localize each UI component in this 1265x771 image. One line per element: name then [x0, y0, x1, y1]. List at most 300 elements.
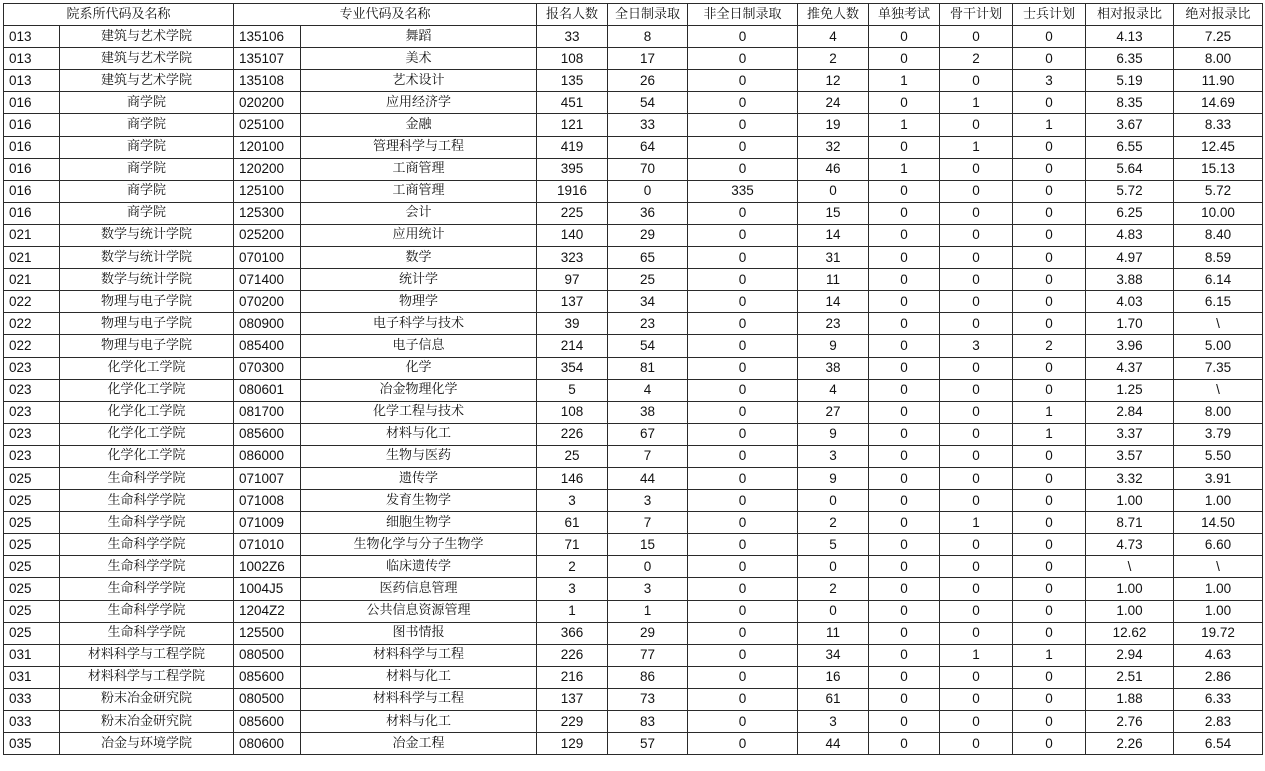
cell-separate-exam: 0 [869, 313, 940, 335]
table-row [4, 534, 1263, 556]
cell-absolute-ratio: 19.72 [1174, 622, 1263, 644]
cell-parttime-admitted: 0 [688, 26, 798, 48]
cell-major-code: 071008 [234, 490, 301, 512]
cell-dept-code: 021 [4, 224, 60, 246]
cell-absolute-ratio: 1.00 [1174, 578, 1263, 600]
cell-soldier-plan: 0 [1013, 291, 1086, 313]
cell-soldier-plan: 0 [1013, 578, 1086, 600]
cell-recommended: 61 [798, 688, 869, 710]
cell-dept-code: 023 [4, 445, 60, 467]
table-row [4, 114, 1263, 136]
cell-parttime-admitted: 335 [688, 180, 798, 202]
cell-absolute-ratio: 1.00 [1174, 600, 1263, 622]
cell-dept-code: 033 [4, 711, 60, 733]
cell-soldier-plan: 0 [1013, 711, 1086, 733]
cell-recommended: 31 [798, 247, 869, 269]
cell-fulltime-admitted: 36 [608, 202, 688, 224]
cell-dept-code: 025 [4, 578, 60, 600]
cell-parttime-admitted: 0 [688, 114, 798, 136]
cell-backbone-plan: 0 [940, 158, 1013, 180]
cell-relative-ratio: 6.25 [1086, 202, 1174, 224]
cell-backbone-plan: 0 [940, 445, 1013, 467]
cell-soldier-plan: 0 [1013, 445, 1086, 467]
cell-recommended: 11 [798, 622, 869, 644]
cell-absolute-ratio: 14.50 [1174, 512, 1263, 534]
cell-fulltime-admitted: 65 [608, 247, 688, 269]
cell-applicants: 140 [537, 224, 608, 246]
cell-major-name: 公共信息资源管理 [301, 600, 537, 622]
cell-dept-code: 025 [4, 467, 60, 489]
cell-separate-exam: 0 [869, 556, 940, 578]
cell-relative-ratio: 1.00 [1086, 600, 1174, 622]
cell-major-name: 生物与医药 [301, 445, 537, 467]
cell-fulltime-admitted: 23 [608, 313, 688, 335]
table-row [4, 180, 1263, 202]
cell-relative-ratio: 4.37 [1086, 357, 1174, 379]
table-row [4, 512, 1263, 534]
cell-major-code: 025100 [234, 114, 301, 136]
cell-absolute-ratio: 2.86 [1174, 666, 1263, 688]
cell-separate-exam: 0 [869, 423, 940, 445]
cell-recommended: 46 [798, 158, 869, 180]
cell-soldier-plan: 0 [1013, 600, 1086, 622]
cell-fulltime-admitted: 38 [608, 401, 688, 423]
cell-dept-code: 013 [4, 48, 60, 70]
cell-dept-name: 化学化工学院 [60, 445, 234, 467]
cell-dept-code: 022 [4, 313, 60, 335]
cell-dept-code: 031 [4, 666, 60, 688]
table-row [4, 688, 1263, 710]
cell-backbone-plan: 0 [940, 247, 1013, 269]
cell-applicants: 214 [537, 335, 608, 357]
cell-fulltime-admitted: 33 [608, 114, 688, 136]
cell-fulltime-admitted: 3 [608, 490, 688, 512]
cell-parttime-admitted: 0 [688, 423, 798, 445]
cell-recommended: 9 [798, 423, 869, 445]
cell-absolute-ratio: 3.79 [1174, 423, 1263, 445]
cell-separate-exam: 0 [869, 666, 940, 688]
cell-major-code: 1204Z2 [234, 600, 301, 622]
cell-absolute-ratio: 10.00 [1174, 202, 1263, 224]
cell-dept-code: 023 [4, 357, 60, 379]
cell-major-name: 应用统计 [301, 224, 537, 246]
cell-major-name: 数学 [301, 247, 537, 269]
cell-major-name: 金融 [301, 114, 537, 136]
cell-backbone-plan: 0 [940, 70, 1013, 92]
cell-parttime-admitted: 0 [688, 666, 798, 688]
cell-dept-code: 022 [4, 291, 60, 313]
cell-dept-name: 生命科学学院 [60, 600, 234, 622]
cell-applicants: 71 [537, 534, 608, 556]
cell-soldier-plan: 0 [1013, 733, 1086, 755]
table-row [4, 136, 1263, 158]
cell-soldier-plan: 0 [1013, 534, 1086, 556]
cell-separate-exam: 0 [869, 202, 940, 224]
cell-absolute-ratio: 8.00 [1174, 401, 1263, 423]
cell-dept-code: 023 [4, 379, 60, 401]
cell-absolute-ratio: 8.00 [1174, 48, 1263, 70]
header-absolute-ratio: 绝对报录比 [1174, 4, 1263, 26]
cell-backbone-plan: 0 [940, 379, 1013, 401]
cell-major-name: 化学 [301, 357, 537, 379]
cell-dept-code: 013 [4, 26, 60, 48]
cell-major-code: 1004J5 [234, 578, 301, 600]
cell-backbone-plan: 0 [940, 269, 1013, 291]
header-relative-ratio: 相对报录比 [1086, 4, 1174, 26]
cell-parttime-admitted: 0 [688, 291, 798, 313]
cell-fulltime-admitted: 8 [608, 26, 688, 48]
table-row [4, 467, 1263, 489]
cell-dept-name: 物理与电子学院 [60, 335, 234, 357]
cell-applicants: 25 [537, 445, 608, 467]
cell-relative-ratio: 1.70 [1086, 313, 1174, 335]
cell-parttime-admitted: 0 [688, 357, 798, 379]
cell-absolute-ratio: 11.90 [1174, 70, 1263, 92]
header-separate-exam: 单独考试 [869, 4, 940, 26]
cell-parttime-admitted: 0 [688, 556, 798, 578]
cell-separate-exam: 0 [869, 600, 940, 622]
cell-soldier-plan: 0 [1013, 158, 1086, 180]
cell-fulltime-admitted: 54 [608, 335, 688, 357]
cell-applicants: 229 [537, 711, 608, 733]
header-recommended: 推免人数 [798, 4, 869, 26]
cell-parttime-admitted: 0 [688, 70, 798, 92]
cell-separate-exam: 0 [869, 26, 940, 48]
cell-relative-ratio: 3.67 [1086, 114, 1174, 136]
cell-fulltime-admitted: 17 [608, 48, 688, 70]
cell-major-code: 125300 [234, 202, 301, 224]
table-row [4, 92, 1263, 114]
cell-soldier-plan: 0 [1013, 490, 1086, 512]
cell-major-code: 1002Z6 [234, 556, 301, 578]
table-row [4, 490, 1263, 512]
cell-major-code: 080900 [234, 313, 301, 335]
cell-major-name: 艺术设计 [301, 70, 537, 92]
cell-relative-ratio: 2.76 [1086, 711, 1174, 733]
cell-applicants: 137 [537, 688, 608, 710]
cell-recommended: 0 [798, 600, 869, 622]
cell-applicants: 129 [537, 733, 608, 755]
cell-backbone-plan: 0 [940, 26, 1013, 48]
cell-parttime-admitted: 0 [688, 644, 798, 666]
cell-soldier-plan: 0 [1013, 357, 1086, 379]
cell-backbone-plan: 0 [940, 357, 1013, 379]
cell-dept-code: 013 [4, 70, 60, 92]
cell-major-name: 美术 [301, 48, 537, 70]
cell-fulltime-admitted: 81 [608, 357, 688, 379]
cell-applicants: 108 [537, 401, 608, 423]
cell-parttime-admitted: 0 [688, 534, 798, 556]
cell-major-code: 125500 [234, 622, 301, 644]
cell-separate-exam: 1 [869, 158, 940, 180]
cell-fulltime-admitted: 54 [608, 92, 688, 114]
cell-backbone-plan: 0 [940, 578, 1013, 600]
cell-parttime-admitted: 0 [688, 158, 798, 180]
cell-parttime-admitted: 0 [688, 269, 798, 291]
cell-separate-exam: 0 [869, 733, 940, 755]
table-row [4, 291, 1263, 313]
cell-major-name: 工商管理 [301, 158, 537, 180]
cell-soldier-plan: 0 [1013, 556, 1086, 578]
cell-relative-ratio: 4.03 [1086, 291, 1174, 313]
cell-major-code: 020200 [234, 92, 301, 114]
header-major: 专业代码及名称 [234, 4, 537, 26]
cell-dept-name: 建筑与艺术学院 [60, 48, 234, 70]
cell-backbone-plan: 1 [940, 136, 1013, 158]
cell-relative-ratio: 3.32 [1086, 467, 1174, 489]
cell-separate-exam: 0 [869, 534, 940, 556]
cell-parttime-admitted: 0 [688, 445, 798, 467]
cell-dept-name: 物理与电子学院 [60, 313, 234, 335]
cell-major-name: 材料与化工 [301, 666, 537, 688]
cell-relative-ratio: 8.35 [1086, 92, 1174, 114]
cell-soldier-plan: 3 [1013, 70, 1086, 92]
header-parttime: 非全日制录取 [688, 4, 798, 26]
cell-applicants: 146 [537, 467, 608, 489]
cell-fulltime-admitted: 44 [608, 467, 688, 489]
cell-parttime-admitted: 0 [688, 224, 798, 246]
cell-dept-name: 生命科学学院 [60, 512, 234, 534]
cell-major-code: 085600 [234, 423, 301, 445]
cell-major-code: 071009 [234, 512, 301, 534]
cell-applicants: 137 [537, 291, 608, 313]
cell-applicants: 121 [537, 114, 608, 136]
cell-fulltime-admitted: 86 [608, 666, 688, 688]
cell-separate-exam: 0 [869, 467, 940, 489]
cell-backbone-plan: 0 [940, 114, 1013, 136]
cell-relative-ratio: 1.00 [1086, 490, 1174, 512]
cell-absolute-ratio: \ [1174, 379, 1263, 401]
cell-backbone-plan: 0 [940, 313, 1013, 335]
cell-soldier-plan: 0 [1013, 247, 1086, 269]
cell-major-name: 材料与化工 [301, 423, 537, 445]
cell-recommended: 5 [798, 534, 869, 556]
cell-parttime-admitted: 0 [688, 512, 798, 534]
cell-recommended: 14 [798, 224, 869, 246]
cell-relative-ratio: 4.73 [1086, 534, 1174, 556]
cell-relative-ratio: 3.57 [1086, 445, 1174, 467]
cell-backbone-plan: 0 [940, 202, 1013, 224]
cell-soldier-plan: 0 [1013, 269, 1086, 291]
cell-fulltime-admitted: 77 [608, 644, 688, 666]
cell-dept-name: 生命科学学院 [60, 534, 234, 556]
cell-recommended: 2 [798, 48, 869, 70]
cell-absolute-ratio: 1.00 [1174, 490, 1263, 512]
cell-applicants: 451 [537, 92, 608, 114]
cell-soldier-plan: 0 [1013, 92, 1086, 114]
cell-parttime-admitted: 0 [688, 401, 798, 423]
cell-relative-ratio: 2.94 [1086, 644, 1174, 666]
cell-separate-exam: 0 [869, 335, 940, 357]
cell-absolute-ratio: 15.13 [1174, 158, 1263, 180]
cell-major-name: 生物化学与分子生物学 [301, 534, 537, 556]
cell-recommended: 38 [798, 357, 869, 379]
cell-recommended: 27 [798, 401, 869, 423]
cell-major-name: 材料科学与工程 [301, 688, 537, 710]
cell-applicants: 33 [537, 26, 608, 48]
cell-absolute-ratio: 5.00 [1174, 335, 1263, 357]
cell-absolute-ratio: \ [1174, 313, 1263, 335]
cell-soldier-plan: 1 [1013, 644, 1086, 666]
cell-relative-ratio: 5.19 [1086, 70, 1174, 92]
cell-dept-name: 商学院 [60, 180, 234, 202]
table-row [4, 158, 1263, 180]
cell-separate-exam: 0 [869, 136, 940, 158]
cell-major-code: 070300 [234, 357, 301, 379]
table-row [4, 224, 1263, 246]
table-row [4, 202, 1263, 224]
cell-applicants: 323 [537, 247, 608, 269]
cell-fulltime-admitted: 64 [608, 136, 688, 158]
cell-recommended: 9 [798, 335, 869, 357]
cell-major-code: 071007 [234, 467, 301, 489]
cell-fulltime-admitted: 3 [608, 578, 688, 600]
cell-parttime-admitted: 0 [688, 48, 798, 70]
cell-major-code: 085600 [234, 711, 301, 733]
cell-fulltime-admitted: 26 [608, 70, 688, 92]
cell-relative-ratio: 2.51 [1086, 666, 1174, 688]
cell-separate-exam: 0 [869, 622, 940, 644]
cell-recommended: 0 [798, 180, 869, 202]
cell-fulltime-admitted: 0 [608, 556, 688, 578]
cell-fulltime-admitted: 70 [608, 158, 688, 180]
cell-soldier-plan: 0 [1013, 224, 1086, 246]
cell-dept-name: 生命科学学院 [60, 556, 234, 578]
cell-dept-code: 025 [4, 556, 60, 578]
cell-absolute-ratio: 5.72 [1174, 180, 1263, 202]
cell-backbone-plan: 0 [940, 534, 1013, 556]
cell-absolute-ratio: \ [1174, 556, 1263, 578]
cell-dept-name: 粉末冶金研究院 [60, 711, 234, 733]
cell-parttime-admitted: 0 [688, 379, 798, 401]
cell-absolute-ratio: 14.69 [1174, 92, 1263, 114]
cell-relative-ratio: 6.35 [1086, 48, 1174, 70]
header-soldier-plan: 士兵计划 [1013, 4, 1086, 26]
cell-backbone-plan: 0 [940, 423, 1013, 445]
cell-relative-ratio: \ [1086, 556, 1174, 578]
cell-applicants: 354 [537, 357, 608, 379]
table-header-row [4, 4, 1263, 26]
cell-recommended: 44 [798, 733, 869, 755]
cell-major-code: 080601 [234, 379, 301, 401]
cell-recommended: 3 [798, 445, 869, 467]
cell-dept-code: 021 [4, 247, 60, 269]
cell-parttime-admitted: 0 [688, 688, 798, 710]
cell-backbone-plan: 0 [940, 224, 1013, 246]
table-row [4, 445, 1263, 467]
cell-absolute-ratio: 6.54 [1174, 733, 1263, 755]
cell-absolute-ratio: 8.40 [1174, 224, 1263, 246]
cell-absolute-ratio: 6.60 [1174, 534, 1263, 556]
cell-recommended: 15 [798, 202, 869, 224]
cell-parttime-admitted: 0 [688, 490, 798, 512]
cell-separate-exam: 0 [869, 578, 940, 600]
cell-major-code: 135106 [234, 26, 301, 48]
cell-major-name: 电子信息 [301, 335, 537, 357]
cell-parttime-admitted: 0 [688, 92, 798, 114]
header-applicants: 报名人数 [537, 4, 608, 26]
cell-applicants: 1 [537, 600, 608, 622]
cell-recommended: 34 [798, 644, 869, 666]
cell-major-code: 025200 [234, 224, 301, 246]
cell-dept-code: 025 [4, 622, 60, 644]
cell-dept-name: 商学院 [60, 202, 234, 224]
cell-parttime-admitted: 0 [688, 600, 798, 622]
cell-soldier-plan: 0 [1013, 26, 1086, 48]
cell-major-name: 材料与化工 [301, 711, 537, 733]
cell-soldier-plan: 2 [1013, 335, 1086, 357]
cell-recommended: 4 [798, 379, 869, 401]
cell-dept-code: 016 [4, 202, 60, 224]
cell-dept-name: 化学化工学院 [60, 423, 234, 445]
table-row [4, 269, 1263, 291]
cell-dept-code: 016 [4, 158, 60, 180]
cell-applicants: 1916 [537, 180, 608, 202]
cell-dept-code: 023 [4, 423, 60, 445]
cell-separate-exam: 0 [869, 92, 940, 114]
cell-parttime-admitted: 0 [688, 136, 798, 158]
cell-dept-code: 022 [4, 335, 60, 357]
cell-dept-code: 025 [4, 534, 60, 556]
cell-backbone-plan: 3 [940, 335, 1013, 357]
cell-dept-name: 化学化工学院 [60, 357, 234, 379]
cell-relative-ratio: 8.71 [1086, 512, 1174, 534]
cell-relative-ratio: 1.25 [1086, 379, 1174, 401]
cell-recommended: 32 [798, 136, 869, 158]
table-row [4, 48, 1263, 70]
cell-separate-exam: 0 [869, 48, 940, 70]
cell-applicants: 5 [537, 379, 608, 401]
table-row [4, 423, 1263, 445]
cell-relative-ratio: 4.97 [1086, 247, 1174, 269]
cell-major-name: 材料科学与工程 [301, 644, 537, 666]
cell-absolute-ratio: 6.15 [1174, 291, 1263, 313]
cell-parttime-admitted: 0 [688, 578, 798, 600]
cell-relative-ratio: 3.88 [1086, 269, 1174, 291]
cell-backbone-plan: 0 [940, 180, 1013, 202]
cell-applicants: 61 [537, 512, 608, 534]
cell-relative-ratio: 3.96 [1086, 335, 1174, 357]
cell-separate-exam: 1 [869, 114, 940, 136]
cell-major-code: 081700 [234, 401, 301, 423]
cell-major-name: 冶金工程 [301, 733, 537, 755]
cell-relative-ratio: 2.26 [1086, 733, 1174, 755]
cell-absolute-ratio: 5.50 [1174, 445, 1263, 467]
cell-applicants: 97 [537, 269, 608, 291]
cell-relative-ratio: 1.00 [1086, 578, 1174, 600]
cell-major-code: 085600 [234, 666, 301, 688]
header-dept: 院系所代码及名称 [4, 4, 234, 26]
cell-absolute-ratio: 3.91 [1174, 467, 1263, 489]
cell-recommended: 14 [798, 291, 869, 313]
cell-dept-code: 023 [4, 401, 60, 423]
table-row [4, 556, 1263, 578]
cell-major-name: 电子科学与技术 [301, 313, 537, 335]
table-row [4, 622, 1263, 644]
cell-soldier-plan: 0 [1013, 512, 1086, 534]
cell-absolute-ratio: 12.45 [1174, 136, 1263, 158]
cell-backbone-plan: 0 [940, 733, 1013, 755]
cell-dept-name: 化学化工学院 [60, 379, 234, 401]
cell-dept-name: 物理与电子学院 [60, 291, 234, 313]
cell-major-name: 管理科学与工程 [301, 136, 537, 158]
cell-soldier-plan: 1 [1013, 114, 1086, 136]
cell-recommended: 11 [798, 269, 869, 291]
cell-dept-name: 冶金与环境学院 [60, 733, 234, 755]
cell-soldier-plan: 0 [1013, 467, 1086, 489]
cell-dept-name: 建筑与艺术学院 [60, 26, 234, 48]
cell-fulltime-admitted: 34 [608, 291, 688, 313]
